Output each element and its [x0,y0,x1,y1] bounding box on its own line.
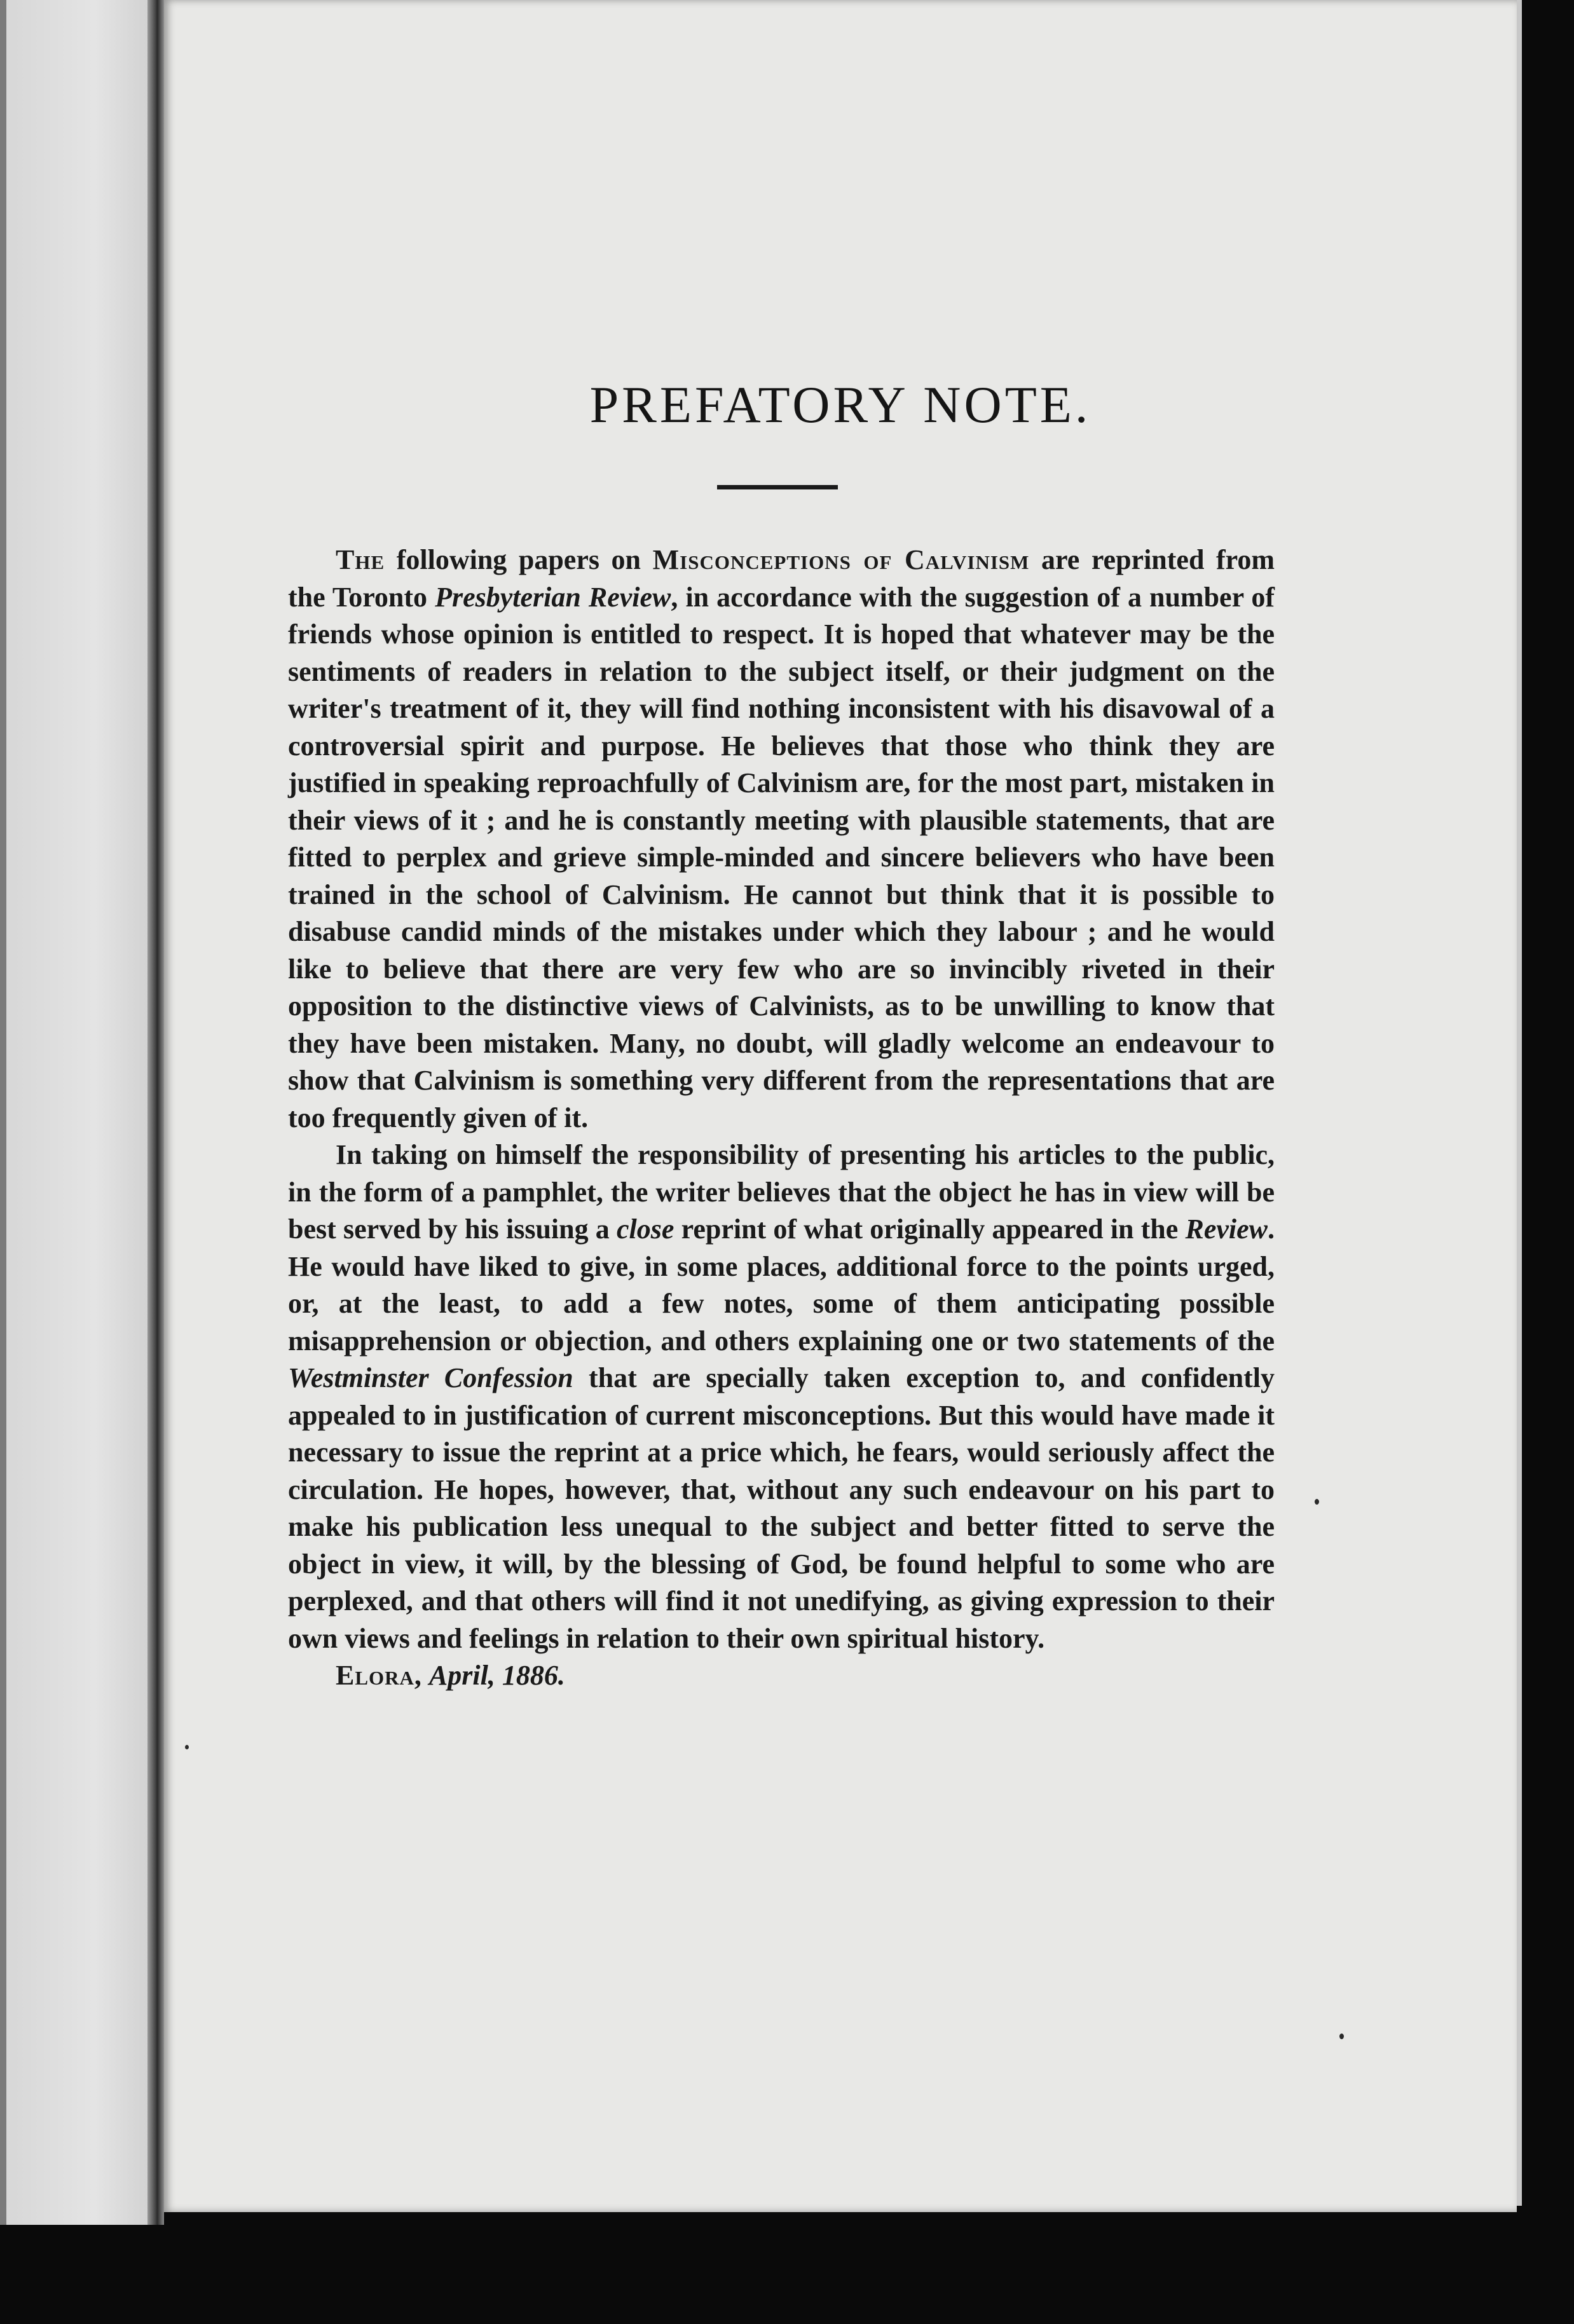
signature-place: Elora, [336,1660,422,1691]
page-right-edge [1517,0,1522,2206]
paragraph-1-text-1: following papers on [396,544,641,575]
binding-gutter [147,0,164,2225]
previous-page-edge [0,0,6,2225]
paragraph-2 [288,1137,1275,1657]
italic-confession: Westminster Confession [288,1362,573,1393]
signature-date: April, 1886. [428,1660,565,1691]
paragraph-2-text-2: reprint of what originally appeared in the [681,1213,1179,1245]
lead-word: The [336,544,385,575]
scan-speck [1339,2033,1344,2039]
scan-speck [1315,1499,1319,1505]
italic-review: Review [1185,1213,1268,1245]
page-title: PREFATORY NOTE. [589,376,1092,434]
previous-page-strip [0,0,158,2225]
scan-speck [185,1745,189,1749]
paragraph-2-text-1: In taking on himself the responsibility of presenting his articles to the public, in the form of a pamphlet, the writer believes that the object he has in view will be best served by his issuing a [288,1139,1275,1245]
paragraph-2-text-4: that are specially taken exception to, and confidently appealed to in justification of current misconceptions. But this would have made it necessary to issue the reprint at a price which, he fears, would seriously affect the circulation. He hopes, however, that, without any such endeavour on his part to make his publication less unequal to the subject and better fitted to serve the object in view, it will, by the blessing of God, be found helpful to some who are perplexed, and that others will find it not unedifying, as giving expression to their own views and feelings in relation to their own spiritual history. [288,1362,1275,1654]
paragraph-2-text-3: . He would have liked to give, in some places, additional force to the points urged, or, at the least, to add a few notes, some of them anticipating possible misapprehension or objection, and others explaining one or two statements of the [288,1213,1275,1357]
paragraph-1-text-3: , in accordance with the suggestion of a number of friends whose opinion is entitled to respect. It is hoped that whatever may be the sentiments of readers in relation to the subject itself, or their judgment on the writer's treatment of it, they will find nothing inconsistent with his disavowal of a controversial spirit and purpose. He believes that those who think they are justified in speaking reproachfully of Calvinism are, for the most part, mistaken in their views of it ; and he is constantly meeting with plausible statements, that are fitted to perplex and grieve simple-minded and sincere believers who have been trained in the school of Calvinism. He cannot but think that it is possible to disabuse candid minds of the mistakes under which they labour ; and he would like to believe that there are very few who are so invincibly riveted in their opposition to the distinctive views of Calvinists, as to be unwilling to know that they have been mistaken. Many, no doubt, will gladly welcome an endeavour to show that Calvinism is something very different from the representations that are too frequently given of it. [288,581,1275,1133]
paragraph-1-text-2: are reprinted from the Toronto [288,544,1275,613]
italic-close: close [617,1213,674,1245]
signature-line [288,1657,1275,1695]
title-divider [717,485,838,489]
work-title-caps: Misconceptions of Calvinism [652,544,1030,575]
prefatory-note-body [288,542,1275,1695]
periodical-name: Presbyterian Review [435,581,671,613]
paragraph-1 [288,542,1275,1137]
